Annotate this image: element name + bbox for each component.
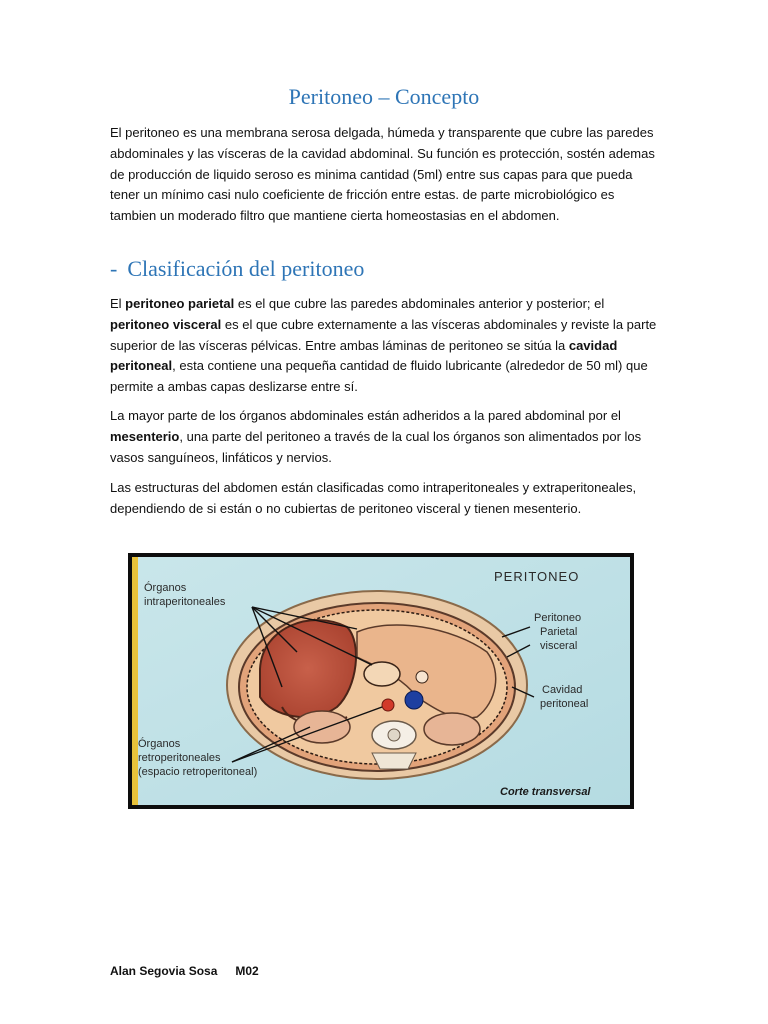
label-organos-intra: Órganos — [144, 582, 187, 594]
text-run: , una parte del peritoneo a través de la cual los órganos son alimentados por los vasos sanguíneos, linfáticos y nervios. — [110, 428, 642, 465]
label-intraperitoneales: intraperitoneales — [144, 596, 226, 608]
duodenum-organ — [416, 671, 428, 683]
figure-caption: Corte transversal — [500, 786, 591, 798]
footer-code: M02 — [235, 964, 259, 978]
spinous-process — [372, 753, 416, 769]
text-run: La mayor parte de los órganos abdominales están adheridos a la pared abdominal por el — [110, 408, 621, 423]
left-kidney — [294, 711, 350, 743]
label-parietal: Parietal — [540, 626, 578, 638]
text-run: es el que cubre externamente a las vísceras abdominales y reviste la parte superior de las vísceras pélvicas. Entre ambas láminas de peritoneo se sitúa la — [110, 316, 657, 353]
term-cavidad-peritoneal: cavidad peritoneal — [110, 337, 618, 374]
peritoneum-cross-section-figure — [128, 553, 634, 809]
anatomy-illustration — [132, 557, 630, 805]
spinal-canal — [388, 729, 400, 741]
label-organos-retro: Órganos — [138, 738, 181, 750]
text-run: El — [110, 296, 126, 311]
term-mesenterio: mesenterio — [110, 428, 180, 444]
mesenterio-paragraph — [110, 406, 658, 468]
figure-title: PERITONEO — [494, 569, 580, 584]
label-espacio-retro: (espacio retroperitoneal) — [138, 766, 258, 778]
footer-author: Alan Segovia Sosa — [110, 964, 218, 978]
text-run: , esta contiene una pequeña cantidad de fluido lubricante (alrededor de 50 ml) que permite a ambas capas deslizarse entre sí. — [110, 358, 648, 395]
label-visceral: visceral — [540, 640, 578, 652]
heading-dash: - — [110, 256, 118, 281]
section-heading — [110, 256, 364, 282]
label-peritoneo: Peritoneo — [534, 612, 582, 624]
section-heading-text: Clasificación del peritoneo — [127, 256, 365, 281]
label-peritoneal: peritoneal — [540, 698, 589, 710]
page-title: Peritoneo – Concepto — [288, 84, 480, 109]
page-footer — [110, 964, 259, 978]
structures-paragraph: Las estructuras del abdomen están clasificadas como intraperitoneales y extraperitoneales, dependiendo de si están o no cubiertas de peritoneo visceral y tienen mesenterio. — [110, 480, 637, 516]
label-cavidad: Cavidad — [542, 684, 583, 696]
aorta-vessel — [382, 699, 394, 711]
pancreas-organ — [364, 662, 400, 686]
intro-paragraph: El peritoneo es una membrana serosa delgada, húmeda y transparente que cubre las paredes abdominales y las vísceras de la cavidad abdominal. Su función es protección, sostén ademas de producción de liquido seroso es minima cantidad (5ml) entre sus capas para que pueda tener un mínimo casi nulo coeficiente de fricción entre estas. de parte microbiológico es tambien un moderado filtro que mantiene cierta homeostasias en el abdomen. — [110, 125, 655, 224]
label-retroperitoneales: retroperitoneales — [138, 752, 221, 764]
vena-cava-vessel — [405, 691, 423, 709]
term-peritoneo-parietal: peritoneo parietal — [125, 296, 235, 311]
classification-paragraph — [110, 294, 658, 398]
term-peritoneo-visceral: peritoneo visceral — [110, 316, 222, 332]
right-kidney — [424, 713, 480, 745]
text-run: es el que cubre las paredes abdominales anterior y posterior; el — [234, 296, 605, 311]
